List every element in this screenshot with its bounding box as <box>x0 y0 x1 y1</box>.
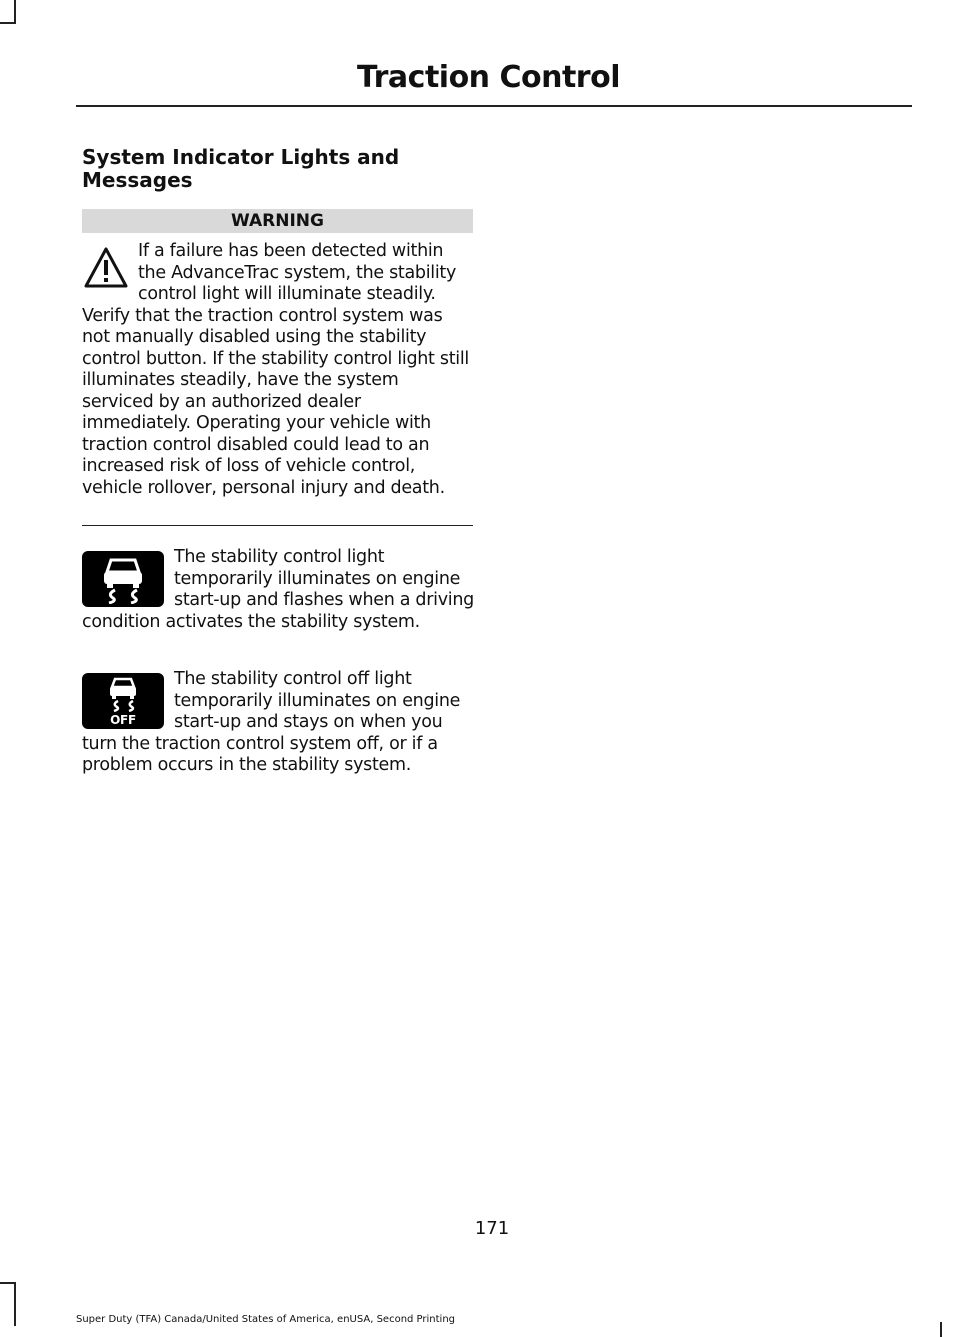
indicator-text: The stability control light temporarily illuminates on engine start-up and flashes when a driving condition activates the stability system. <box>82 547 474 632</box>
page-number: 171 <box>474 1218 510 1239</box>
crop-mark <box>940 1322 942 1337</box>
warning-label: WARNING <box>82 209 473 233</box>
off-label: OFF <box>110 713 136 727</box>
warning-block <box>82 241 474 499</box>
indicator-paragraph <box>82 547 474 633</box>
crop-mark <box>0 22 16 24</box>
stability-control-icon <box>82 551 164 607</box>
stability-control-off-icon <box>82 673 164 729</box>
header-divider <box>76 105 912 107</box>
indicator-paragraph <box>82 669 474 777</box>
chapter-title: Traction Control <box>356 60 620 95</box>
section-title: System Indicator Lights and Messages <box>82 145 400 192</box>
warning-triangle-icon <box>82 245 130 291</box>
warning-text: If a failure has been detected within the AdvanceTrac system, the stability control light will illuminate steadily. Verify that the traction control system was not manually disabled using the stability control button. If the stability control light still illuminates steadily, have the system serviced by an authorized dealer immediately. Operating your vehicle with traction control disabled could lead to an increased risk of loss of vehicle control, vehicle rollover, personal injury and death. <box>82 241 469 498</box>
crop-mark <box>14 1282 16 1326</box>
crop-mark <box>0 1282 16 1284</box>
edition-footer: Super Duty (TFA) Canada/United States of America, enUSA, Second Printing <box>76 1314 456 1325</box>
crop-mark <box>14 0 16 24</box>
warning-divider <box>82 525 473 526</box>
indicator-text: The stability control off light temporarily illuminates on engine start-up and stays on when you turn the traction control system off, or if a problem occurs in the stability system. <box>82 669 461 775</box>
